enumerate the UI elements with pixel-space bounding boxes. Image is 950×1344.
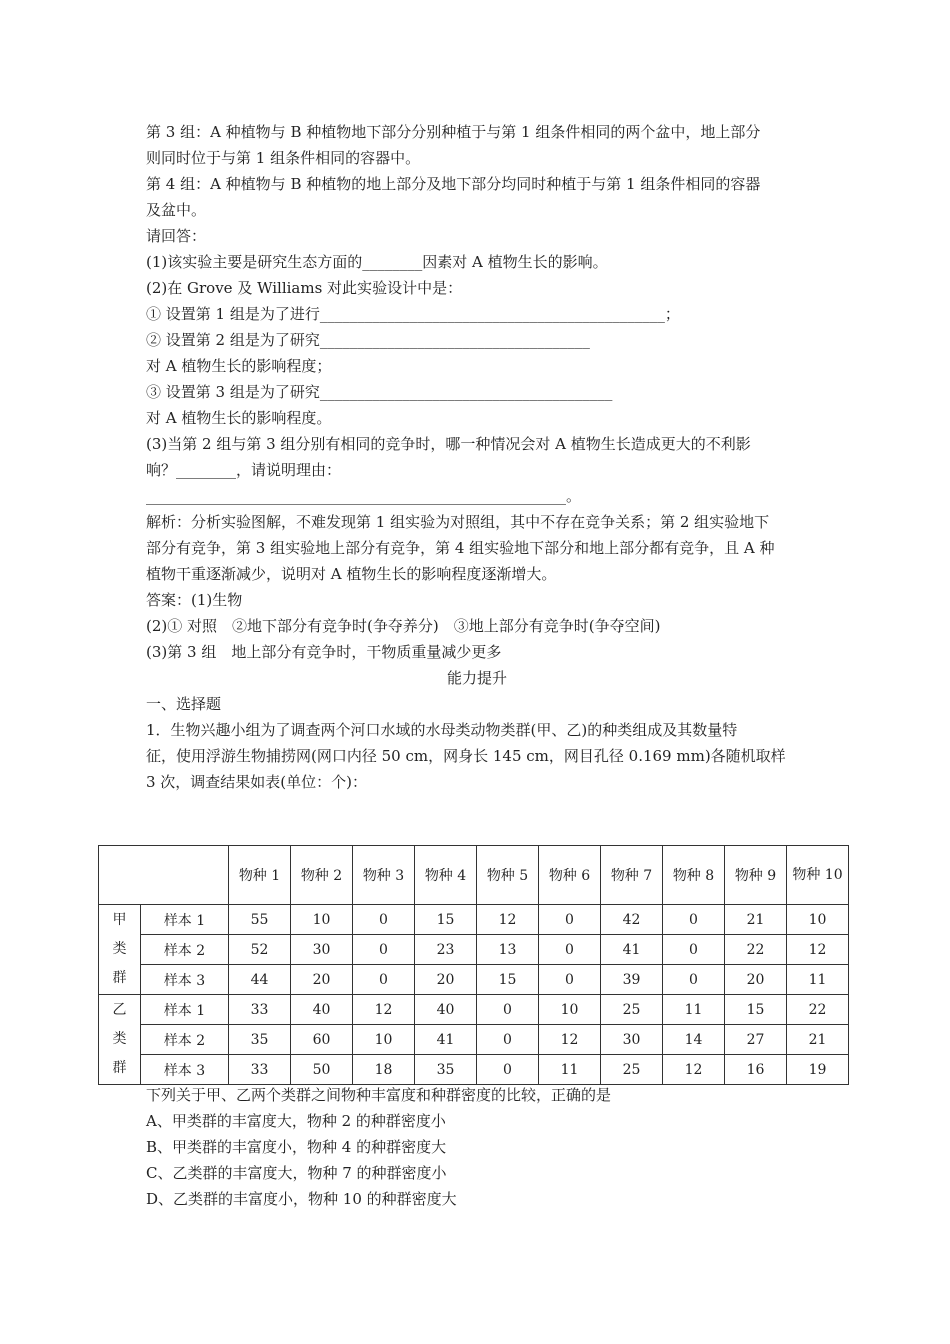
text-line: 征，使用浮游生物捕捞网(网口内径 50 cm，网身长 145 cm，网目孔径 0.169 mm)各随机取样	[146, 747, 786, 765]
answer: 答案：(1)生物	[146, 591, 243, 609]
count-cell: 39	[601, 965, 663, 995]
count-cell: 35	[415, 1055, 477, 1085]
count-cell: 41	[601, 935, 663, 965]
table-header-row	[99, 846, 849, 905]
count-cell: 0	[353, 935, 415, 965]
count-cell: 11	[539, 1055, 601, 1085]
text-line: 响？________，请说明理由：	[146, 461, 342, 479]
header-cell: 物种 6	[539, 846, 601, 905]
group-name-char: 甲	[112, 912, 127, 928]
option-d[interactable]: D、乙类群的丰富度小，物种 10 的种群密度大	[146, 1190, 457, 1208]
count-cell: 25	[601, 1055, 663, 1085]
sample-label: 样本 2	[141, 1025, 229, 1055]
text-line: 请回答：	[146, 227, 207, 245]
count-cell: 23	[415, 935, 477, 965]
question-2-2: ② 设置第 2 组是为了研究____________________________________	[146, 331, 590, 349]
text-line: 对 A 植物生长的影响程度；	[146, 357, 332, 375]
text-line: 部分有竞争，第 3 组实验地上部分有竞争，第 4 组实验地下部分和地上部分都有竞争，且 A 种	[146, 539, 775, 557]
count-cell: 10	[291, 905, 353, 935]
header-cell: 物种 1	[229, 846, 291, 905]
group-name-char: 群	[112, 1060, 127, 1076]
count-cell: 44	[229, 965, 291, 995]
count-cell: 30	[291, 935, 353, 965]
species-table	[98, 845, 849, 1085]
count-cell: 19	[787, 1055, 849, 1085]
count-cell: 41	[415, 1025, 477, 1055]
question-2-1: ① 设置第 1 组是为了进行______________________________________________；	[146, 305, 680, 323]
count-cell: 0	[353, 905, 415, 935]
count-cell: 40	[415, 995, 477, 1025]
count-cell: 30	[601, 1025, 663, 1055]
group-name-char: 类	[112, 1031, 127, 1047]
count-cell: 21	[787, 1025, 849, 1055]
sample-label: 样本 3	[141, 1055, 229, 1085]
count-cell: 11	[787, 965, 849, 995]
count-cell: 60	[291, 1025, 353, 1055]
sample-label: 样本 1	[141, 995, 229, 1025]
count-cell: 25	[601, 995, 663, 1025]
text-line: 3 次，调查结果如表(单位：个)：	[146, 773, 368, 791]
count-cell: 15	[477, 965, 539, 995]
table-row	[99, 905, 849, 935]
group-name-cell	[99, 905, 141, 995]
count-cell: 0	[663, 935, 725, 965]
count-cell: 33	[229, 1055, 291, 1085]
count-cell: 15	[415, 905, 477, 935]
count-cell: 18	[353, 1055, 415, 1085]
count-cell: 35	[229, 1025, 291, 1055]
count-cell: 15	[725, 995, 787, 1025]
count-cell: 40	[291, 995, 353, 1025]
count-cell: 21	[725, 905, 787, 935]
question-block	[146, 1082, 808, 1212]
text-line: 则同时位于与第 1 组条件相同的容器中。	[146, 149, 421, 167]
header-cell: 物种 8	[663, 846, 725, 905]
count-cell: 0	[663, 965, 725, 995]
question-2-3: ③ 设置第 3 组是为了研究_______________________________________	[146, 383, 613, 401]
header-cell: 物种 3	[353, 846, 415, 905]
option-c[interactable]: C、乙类群的丰富度大，物种 7 的种群密度小	[146, 1164, 447, 1182]
count-cell: 12	[353, 995, 415, 1025]
count-cell: 16	[725, 1055, 787, 1085]
count-cell: 50	[291, 1055, 353, 1085]
analysis: 解析：分析实验图解，不难发现第 1 组实验为对照组，其中不存在竞争关系；第 2 组实验地下	[146, 513, 770, 531]
group-name-char: 乙	[112, 1002, 127, 1018]
header-cell: 物种 9	[725, 846, 787, 905]
count-cell: 0	[477, 1025, 539, 1055]
count-cell: 10	[787, 905, 849, 935]
count-cell: 0	[539, 965, 601, 995]
option-a[interactable]: A、甲类群的丰富度大，物种 2 的种群密度小	[146, 1112, 446, 1130]
count-cell: 27	[725, 1025, 787, 1055]
table-row	[99, 965, 849, 995]
answer-blank: ________________________________________________________。	[146, 487, 582, 505]
count-cell: 0	[477, 995, 539, 1025]
question-2: (2)在 Grove 及 Williams 对此实验设计中是：	[146, 279, 463, 297]
count-cell: 12	[539, 1025, 601, 1055]
count-cell: 22	[787, 995, 849, 1025]
header-label: 物种 10	[792, 867, 843, 883]
count-cell: 52	[229, 935, 291, 965]
count-cell: 12	[663, 1055, 725, 1085]
table-row	[99, 1025, 849, 1055]
text-line: 第 3 组：A 种植物与 B 种植物地下部分分别种植于与第 1 组条件相同的两个盆中，地上部分	[146, 123, 761, 141]
group-name-char: 类	[112, 941, 127, 957]
count-cell: 22	[725, 935, 787, 965]
sample-label: 样本 2	[141, 935, 229, 965]
text-line: 第 4 组：A 种植物与 B 种植物的地上部分及地下部分均同时种植于与第 1 组条件相同的容器	[146, 175, 761, 193]
text-line: 对 A 植物生长的影响程度。	[146, 409, 332, 427]
table-row	[99, 935, 849, 965]
count-cell: 10	[353, 1025, 415, 1055]
question-3: (3)当第 2 组与第 3 组分别有相同的竞争时，哪一种情况会对 A 植物生长造成更大的不利影	[146, 435, 751, 453]
header-cell	[787, 846, 849, 905]
count-cell: 33	[229, 995, 291, 1025]
sample-label: 样本 3	[141, 965, 229, 995]
table-row	[99, 995, 849, 1025]
header-cell: 物种 7	[601, 846, 663, 905]
table-row	[99, 1055, 849, 1085]
count-cell: 20	[725, 965, 787, 995]
group-name-cell	[99, 995, 141, 1085]
group-name-char: 群	[112, 970, 127, 986]
problem-stem: 1．生物兴趣小组为了调查两个河口水域的水母类动物类群(甲、乙)的种类组成及其数量特	[146, 721, 738, 739]
document-body	[146, 119, 808, 795]
count-cell: 42	[601, 905, 663, 935]
text-line: (3)第 3 组 地上部分有竞争时，干物质重量减少更多	[146, 643, 502, 661]
count-cell: 14	[663, 1025, 725, 1055]
corner-cell	[99, 846, 229, 905]
section-subtitle: 一、选择题	[146, 695, 222, 713]
question-text: 下列关于甲、乙两个类群之间物种丰富度和种群密度的比较，正确的是	[146, 1086, 612, 1104]
count-cell: 0	[539, 905, 601, 935]
text-line: 及盆中。	[146, 201, 207, 219]
count-cell: 12	[787, 935, 849, 965]
text-line: (2)① 对照 ②地下部分有竞争时(争夺养分) ③地上部分有竞争时(争夺空间)	[146, 617, 661, 635]
count-cell: 13	[477, 935, 539, 965]
section-title: 能力提升	[446, 669, 507, 687]
option-b[interactable]: B、甲类群的丰富度小，物种 4 的种群密度大	[146, 1138, 447, 1156]
count-cell: 0	[353, 965, 415, 995]
count-cell: 20	[291, 965, 353, 995]
count-cell: 0	[477, 1055, 539, 1085]
sample-label: 样本 1	[141, 905, 229, 935]
count-cell: 55	[229, 905, 291, 935]
text-line: 植物干重逐渐减少，说明对 A 植物生长的影响程度逐渐增大。	[146, 565, 557, 583]
question-1: (1)该实验主要是研究生态方面的________因素对 A 植物生长的影响。	[146, 253, 608, 271]
count-cell: 0	[539, 935, 601, 965]
header-cell: 物种 2	[291, 846, 353, 905]
header-cell: 物种 5	[477, 846, 539, 905]
header-cell: 物种 4	[415, 846, 477, 905]
count-cell: 12	[477, 905, 539, 935]
count-cell: 10	[539, 995, 601, 1025]
count-cell: 0	[663, 905, 725, 935]
count-cell: 11	[663, 995, 725, 1025]
count-cell: 20	[415, 965, 477, 995]
